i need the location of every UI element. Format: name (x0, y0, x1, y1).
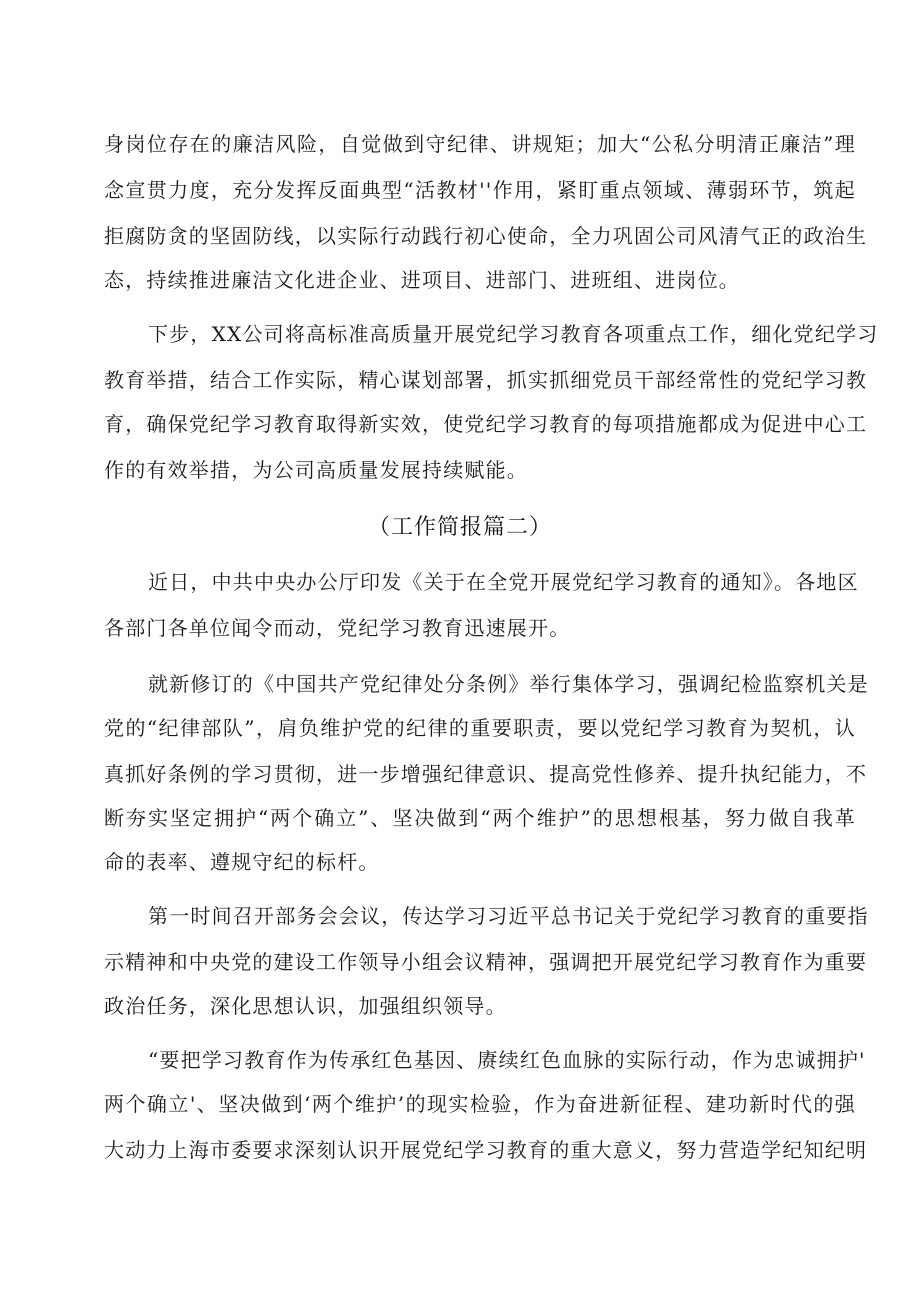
section-heading: （工作简报篇二） (367, 515, 552, 540)
text-line: 作的有效举措，为公司高质量发展持续赋能。 (104, 458, 528, 482)
text-line: 拒腐防贪的坚固防线，以实际行动践行初心使命，全力巩固公司风清气正的政治生 (104, 224, 868, 248)
text-line: 命的表率、遵规守纪的标杆。 (104, 850, 380, 874)
text-line: 教育举措，结合工作实际，精心谋划部署，抓实抓细党员干部经常性的党纪学习教 (104, 368, 868, 392)
text-line: 近日，中共中央办公厅印发《关于在全党开展党纪学习教育的通知》。各地区 (148, 570, 859, 594)
text-line: “要把学习教育作为传承红色基因、赓续红色血脉的实际行动，作为忠诚拥护' (148, 1048, 866, 1072)
text-line: 大动力上海市委要求深刻认识开展党纪学习教育的重大意义，努力营造学纪知纪明 (104, 1138, 868, 1162)
text-line: 各部门各单位闻令而动，党纪学习教育迅速展开。 (104, 616, 571, 640)
text-line: 下步，XX公司将高标准高质量开展党纪学习教育各项重点工作，细化党纪学习 (148, 322, 879, 346)
text-line: 第一时间召开部务会会议，传达学习习近平总书记关于党纪学习教育的重要指 (148, 904, 869, 928)
text-line: 身岗位存在的廉洁风险，自觉做到守纪律、讲规矩；加大“公私分明清正廉洁”理 (104, 132, 856, 156)
text-line: 就新修订的《中国共产党纪律处分条例》举行集体学习，强调纪检监察机关是 (148, 672, 869, 696)
text-line: 态，持续推进廉洁文化进企业、进项目、进部门、进班组、进岗位。 (104, 268, 740, 292)
text-line: 真抓好条例的学习贯彻，进一步增强纪律意识、提高党性修养、提升执纪能力，不 (104, 762, 868, 786)
text-line: 政治任务，深化思想认识，加强组织领导。 (104, 994, 507, 1018)
text-line: 党的“纪律部队”，肩负维护党的纪律的重要职责，要以党纪学习教育为契机，认 (104, 716, 856, 740)
text-line: 念宣贯力度，充分发挥反面典型“活教材''作用，紧盯重点领域、薄弱环节，筑起 (104, 178, 856, 202)
text-line: 示精神和中央党的建设工作领导小组会议精神，强调把开展党纪学习教育作为重要 (104, 950, 868, 974)
text-line: 断夯实坚定拥护“两个确立”、坚决做到“两个维护”的思想根基，努力做自我革 (104, 806, 856, 830)
text-line: 两个确立'、坚决做到‘两个维护’的现实检验，作为奋进新征程、建功新时代的强 (104, 1092, 856, 1116)
text-line: 育，确保党纪学习教育取得新实效，使党纪学习教育的每项措施都成为促进中心工 (104, 412, 868, 436)
